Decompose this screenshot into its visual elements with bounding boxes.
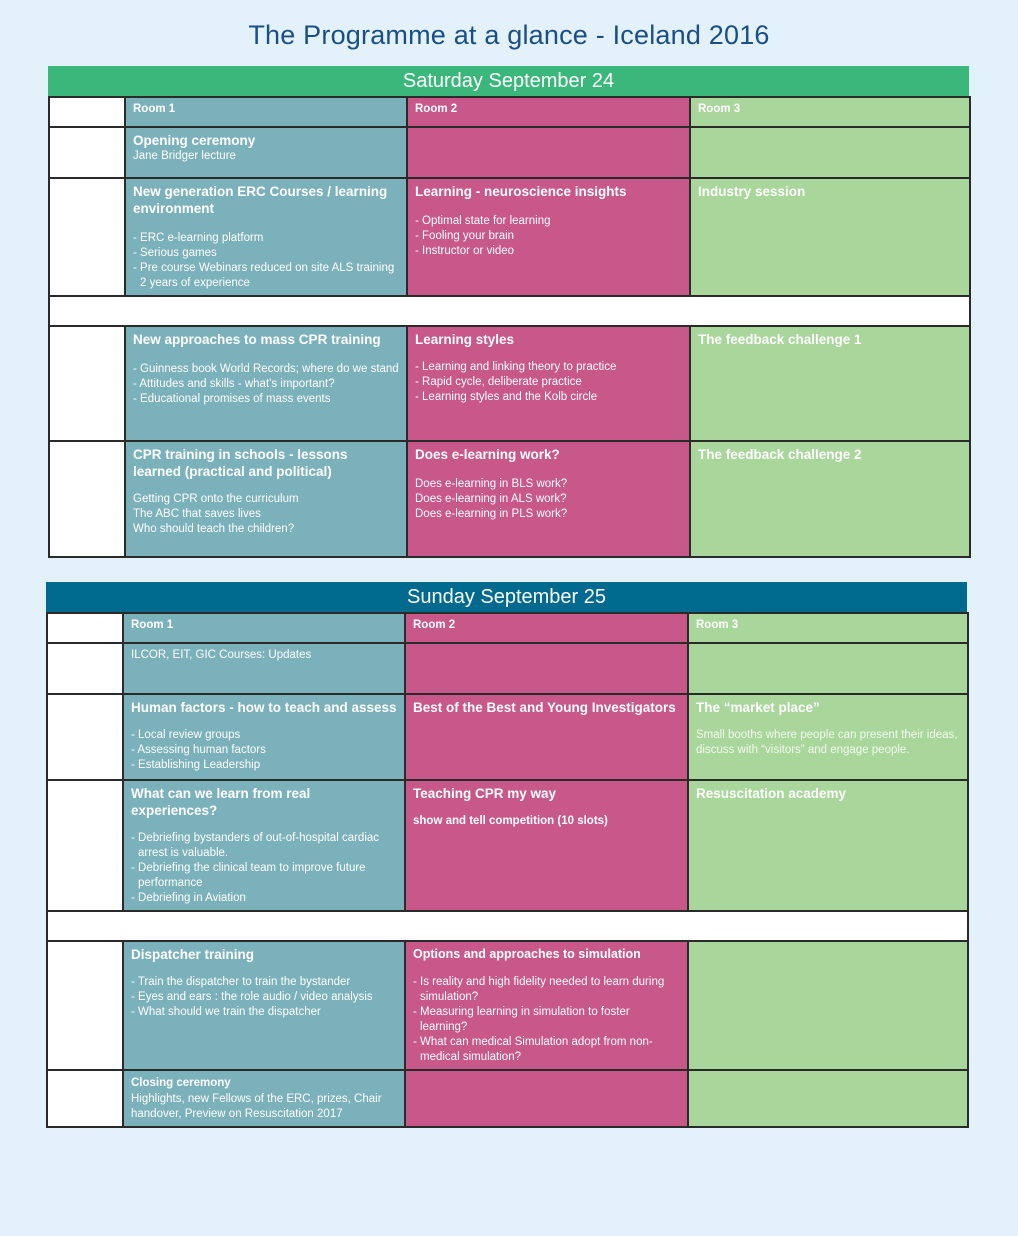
time-slot: 09.00 10.30 xyxy=(47,694,123,780)
table-header-row xyxy=(49,97,970,127)
table-row xyxy=(47,643,968,694)
session-cell: Human factors - how to teach and assess - Local review groups - Assessing human factors - Establishing Leadership xyxy=(123,694,405,780)
session-cell: Resuscitation academy xyxy=(688,780,968,911)
saturday-table xyxy=(48,96,971,558)
table-row xyxy=(49,441,970,557)
room-column-header: Room xyxy=(49,97,125,127)
room3-column-header: Room 3 xyxy=(690,97,970,127)
lunch-row xyxy=(49,296,970,326)
saturday-schedule xyxy=(48,66,969,558)
table-row xyxy=(47,694,968,780)
session-cell: Learning - neuroscience insights - Optimal state for learning - Fooling your brain - Instructor or video xyxy=(407,178,690,296)
empty-cell xyxy=(688,1070,968,1127)
time-slot: 09.00 10.30 xyxy=(49,127,125,178)
time-slot: 14.00 15.30 xyxy=(49,326,125,441)
session-cell: What can we learn from real experiences? - Debriefing bystanders of out-of-hospital cardiac arrest is valuable. - Debriefing the clinical team to improve future performance - Debriefing in Aviation xyxy=(123,780,405,911)
lunch-row xyxy=(47,911,968,941)
time-slot: 11.00 12.30 xyxy=(47,780,123,911)
time-slot: 11.00 12.30 xyxy=(49,178,125,296)
sunday-day-header: Sunday September 25 xyxy=(46,582,967,612)
session-cell: Options and approaches to simulation - Is reality and high fidelity needed to learn during simulation? - Measuring learning in simulation to foster learning? - What can medical Simulation adopt from non-medical simulation? xyxy=(405,941,688,1070)
session-cell: New approaches to mass CPR training - Guinness book World Records; where do we stand - Attitudes and skills - what's important? - Educational promises of mass events xyxy=(125,326,407,441)
session-cell: New generation ERC Courses / learning environment - ERC e-learning platform - Serious games - Pre course Webinars reduced on site ALS training 2 years of experience xyxy=(125,178,407,296)
time-slot: 08.00 09.00 xyxy=(47,643,123,694)
lunch-break: Lunch & posters 12:30 - 14:00 xyxy=(49,296,970,326)
empty-cell xyxy=(690,127,970,178)
session-cell: Does e-learning work? Does e-learning in BLS work? Does e-learning in ALS work? Does e-learning in PLS work? xyxy=(407,441,690,557)
empty-cell xyxy=(407,127,690,178)
time-slot: 16.00 16.30 xyxy=(47,1070,123,1127)
session-cell: ILCOR, EIT, GIC Courses: Updates xyxy=(123,643,405,694)
session-cell: The feedback challenge 2 xyxy=(690,441,970,557)
session-cell: Learning styles - Learning and linking theory to practice - Rapid cycle, deliberate practice - Learning styles and the Kolb circle xyxy=(407,326,690,441)
room1-column-header: Room 1 xyxy=(125,97,407,127)
session-cell: Opening ceremony Jane Bridger lecture xyxy=(125,127,407,178)
empty-cell xyxy=(688,643,968,694)
table-row xyxy=(47,1070,968,1127)
table-row xyxy=(49,127,970,178)
session-cell: The “market place” Small booths where people can present their ideas, discuss with “visitors” and engage people. xyxy=(688,694,968,780)
room1-column-header: Room 1 xyxy=(123,613,405,643)
table-row xyxy=(49,326,970,441)
session-cell: Dispatcher training - Train the dispatcher to train the bystander - Eyes and ears : the role audio / video analysis - What should we train the dispatcher xyxy=(123,941,405,1070)
session-cell: The feedback challenge 1 xyxy=(690,326,970,441)
session-cell: Best of the Best and Young Investigators xyxy=(405,694,688,780)
room3-column-header: Room 3 xyxy=(688,613,968,643)
table-row xyxy=(49,178,970,296)
table-row xyxy=(47,941,968,1070)
sunday-schedule xyxy=(46,582,967,1128)
saturday-day-header: Saturday September 24 xyxy=(48,66,969,96)
room2-column-header: Room 2 xyxy=(405,613,688,643)
page-title: The Programme at a glance - Iceland 2016 xyxy=(248,20,770,50)
session-cell: Industry session xyxy=(690,178,970,296)
room2-column-header: Room 2 xyxy=(407,97,690,127)
lunch-break: Lunch & posters 12:30 - 14:00 xyxy=(47,911,968,941)
empty-cell xyxy=(405,1070,688,1127)
session-cell: Teaching CPR my way show and tell competition (10 slots) xyxy=(405,780,688,911)
table-header-row xyxy=(47,613,968,643)
sunday-table xyxy=(46,612,969,1128)
session-cell: Closing ceremony Highlights, new Fellows of the ERC, prizes, Chair handover, Preview on Resuscitation 2017 xyxy=(123,1070,405,1127)
empty-cell xyxy=(405,643,688,694)
time-slot: 16.00 17.30 xyxy=(49,441,125,557)
room-column-header: Room xyxy=(47,613,123,643)
table-row xyxy=(47,780,968,911)
session-cell: CPR training in schools - lessons learned (practical and political) Getting CPR onto the curriculum The ABC that saves lives Who should teach the children? xyxy=(125,441,407,557)
empty-cell xyxy=(688,941,968,1070)
time-slot: 14.00 15.30 xyxy=(47,941,123,1070)
